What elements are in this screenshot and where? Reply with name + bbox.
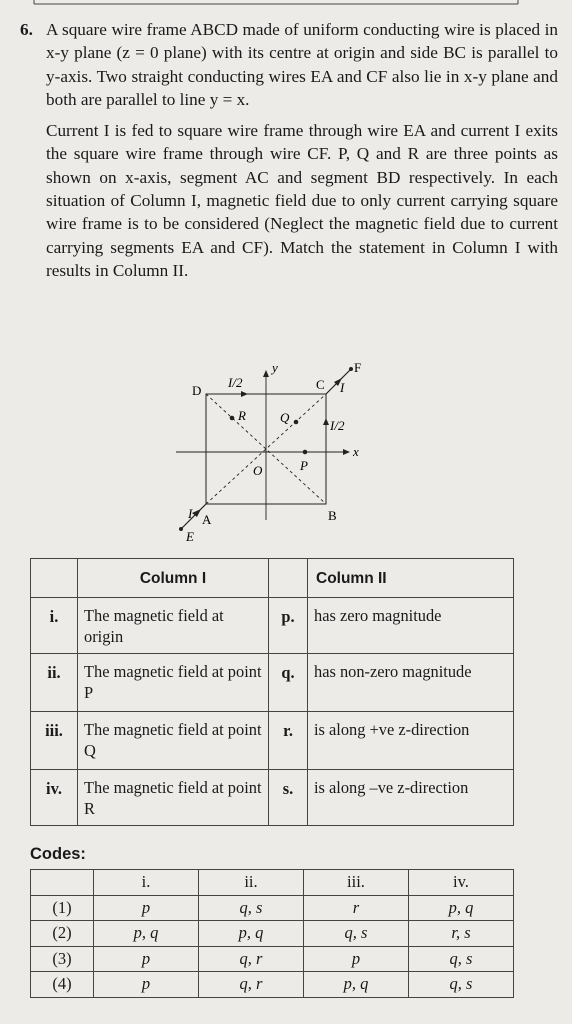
label-C: C bbox=[316, 377, 325, 392]
codes-header: ii. bbox=[199, 870, 304, 896]
table-row bbox=[31, 654, 514, 712]
label-half-current-top: I/2 bbox=[228, 375, 243, 390]
codes-cell: q, r bbox=[199, 972, 304, 998]
codes-row bbox=[31, 895, 514, 921]
row-result: has non-zero magnitude bbox=[308, 654, 514, 712]
row-letter: p. bbox=[269, 598, 308, 654]
match-table bbox=[30, 558, 514, 826]
codes-cell: p bbox=[304, 946, 409, 972]
row-result: has zero magnitude bbox=[308, 598, 514, 654]
previous-table-edge bbox=[0, 0, 572, 10]
codes-table bbox=[30, 869, 514, 998]
codes-cell: p, q bbox=[94, 921, 199, 947]
label-I-bottom: I bbox=[188, 506, 193, 521]
codes-header-blank bbox=[31, 870, 94, 896]
question-number: 6. bbox=[20, 20, 33, 39]
header-blank-2 bbox=[269, 559, 308, 598]
wire-EA-arrow bbox=[192, 509, 201, 517]
codes-header: iv. bbox=[409, 870, 514, 896]
point-E bbox=[179, 527, 183, 531]
question-block bbox=[14, 18, 558, 282]
current-arrow-top bbox=[241, 391, 248, 397]
question-paragraph-1: A square wire frame ABCD made of uniform conducting wire is placed in x-y plane (z = 0 plane) with its centre at origin and side BC is parallel to y-axis. Two straight conducting wires EA and CF also lie in x-y plane and both are parallel to line y = x. bbox=[46, 20, 558, 109]
codes-option-label: (1) bbox=[31, 895, 94, 921]
row-statement: The magnetic field at point Q bbox=[78, 712, 269, 770]
label-Q: Q bbox=[280, 410, 290, 425]
codes-header: iii. bbox=[304, 870, 409, 896]
row-letter: s. bbox=[269, 770, 308, 826]
wire-frame-diagram bbox=[170, 358, 370, 548]
codes-cell: q, s bbox=[409, 972, 514, 998]
label-half-current-right: I/2 bbox=[330, 418, 345, 433]
current-arrow-right bbox=[323, 418, 329, 425]
codes-cell: q, s bbox=[304, 921, 409, 947]
row-statement: The magnetic field at point P bbox=[78, 654, 269, 712]
codes-option-label: (4) bbox=[31, 972, 94, 998]
header-column-2: Column II bbox=[308, 559, 514, 598]
codes-cell: p bbox=[94, 946, 199, 972]
codes-header: i. bbox=[94, 870, 199, 896]
y-axis-arrow bbox=[263, 370, 269, 377]
label-P: P bbox=[300, 458, 308, 473]
codes-cell: p bbox=[94, 972, 199, 998]
header-blank-1 bbox=[31, 559, 78, 598]
codes-option-label: (3) bbox=[31, 946, 94, 972]
row-number: iii. bbox=[31, 712, 78, 770]
codes-option-label: (2) bbox=[31, 921, 94, 947]
row-statement: The magnetic field at origin bbox=[78, 598, 269, 654]
point-R bbox=[230, 416, 235, 421]
codes-cell: p, q bbox=[409, 895, 514, 921]
codes-cell: r, s bbox=[409, 921, 514, 947]
row-number: ii. bbox=[31, 654, 78, 712]
codes-row bbox=[31, 921, 514, 947]
label-E: E bbox=[186, 529, 194, 544]
row-result: is along +ve z-direction bbox=[308, 712, 514, 770]
row-letter: q. bbox=[269, 654, 308, 712]
label-I-top: I bbox=[340, 380, 345, 395]
point-F bbox=[349, 367, 353, 371]
label-R: R bbox=[238, 408, 246, 423]
table-row bbox=[31, 598, 514, 654]
header-column-1: Column I bbox=[78, 559, 269, 598]
question-paragraph-2: Current I is fed to square wire frame through wire EA and current I exits the square wire frame through wire CF. P, Q and R are three points as shown on x-axis, segment AC and segment BD respectively. In each situation of Column I, magnetic field due to only current carrying square wire frame is to be considered (Neglect the magnetic field due to current carrying segments EA and CF). Match the statement in Column I with results in Column II. bbox=[46, 121, 558, 280]
codes-cell: p bbox=[94, 895, 199, 921]
label-B: B bbox=[328, 508, 337, 523]
label-y: y bbox=[272, 360, 278, 375]
point-Q bbox=[294, 420, 299, 425]
codes-cell: p, q bbox=[199, 921, 304, 947]
codes-row bbox=[31, 972, 514, 998]
row-number: iv. bbox=[31, 770, 78, 826]
codes-header-row bbox=[31, 870, 514, 896]
label-A: A bbox=[202, 512, 212, 527]
label-O: O bbox=[253, 463, 263, 478]
match-table-header bbox=[31, 559, 514, 598]
codes-row bbox=[31, 946, 514, 972]
row-number: i. bbox=[31, 598, 78, 654]
table-row bbox=[31, 770, 514, 826]
codes-cell: q, r bbox=[199, 946, 304, 972]
row-letter: r. bbox=[269, 712, 308, 770]
row-result: is along –ve z-direction bbox=[308, 770, 514, 826]
codes-cell: q, s bbox=[409, 946, 514, 972]
label-F: F bbox=[354, 360, 362, 375]
label-x: x bbox=[353, 444, 359, 459]
codes-cell: p, q bbox=[304, 972, 409, 998]
label-D: D bbox=[192, 383, 202, 398]
codes-cell: q, s bbox=[199, 895, 304, 921]
codes-title: Codes: bbox=[30, 845, 86, 863]
table-row bbox=[31, 712, 514, 770]
x-axis-arrow bbox=[343, 449, 350, 455]
codes-cell: r bbox=[304, 895, 409, 921]
point-P bbox=[303, 450, 308, 455]
row-statement: The magnetic field at point R bbox=[78, 770, 269, 826]
